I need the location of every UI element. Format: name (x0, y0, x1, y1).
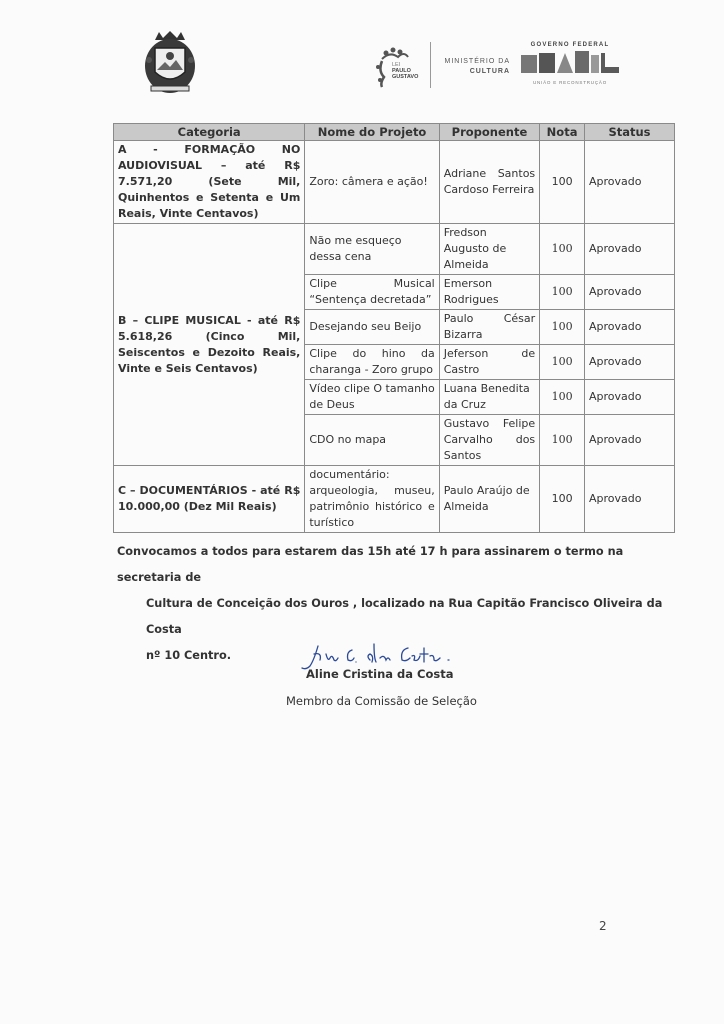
project-cell: CDO no mapa (305, 415, 439, 466)
header-nome-do-projeto: Nome do Projeto (305, 124, 439, 141)
proponent-cell: Emerson Rodrigues (439, 275, 539, 310)
score-cell: 100 (540, 310, 585, 345)
score-cell: 100 (540, 141, 585, 224)
brasil-logo-icon (521, 51, 619, 73)
table-row (114, 141, 675, 224)
header-nota: Nota (540, 124, 585, 141)
project-cell: Clipe Musical “Sentença decretada” (305, 275, 439, 310)
governo-federal-logo (520, 42, 620, 85)
project-cell: Desejando seu Beijo (305, 310, 439, 345)
status-cell: Aprovado (584, 466, 674, 533)
proponent-cell: Luana Benedita da Cruz (439, 380, 539, 415)
ministry-line1: MINISTÉRIO DA (444, 58, 510, 65)
status-cell: Aprovado (584, 310, 674, 345)
proponent-cell: Jeferson de Castro (439, 345, 539, 380)
category-cell: A - FORMAÇÃO NO AUDIOVISUAL – até R$ 7.571,20 (Sete Mil, Quinhentos e Setenta e Um Reais, Vinte Centavos) (114, 141, 305, 224)
proponent-cell: Paulo César Bizarra (439, 310, 539, 345)
project-cell: Clipe do hino da charanga - Zoro grupo (305, 345, 439, 380)
proponent-cell: Paulo Araújo de Almeida (439, 466, 539, 533)
status-cell: Aprovado (584, 224, 674, 275)
header-proponente: Proponente (439, 124, 539, 141)
project-cell: Não me esqueço dessa cena (305, 224, 439, 275)
lpg-line1: PAULO (392, 68, 411, 74)
score-cell: 100 (540, 275, 585, 310)
proponent-cell: Fredson Augusto de Almeida (439, 224, 539, 275)
page-number: 2 (599, 919, 607, 933)
score-cell: 100 (540, 466, 585, 533)
gov-top-text: GOVERNO FEDERAL (530, 42, 610, 48)
logo-divider (430, 42, 431, 88)
category-cell: B – CLIPE MUSICAL - até R$ 5.618,26 (Cinco Mil, Seiscentos e Dezoito Reais, Vinte e Seis Centavos) (114, 224, 305, 466)
lpg-logo-text (392, 62, 418, 80)
score-cell: 100 (540, 415, 585, 466)
ministry-line2: CULTURA (469, 68, 510, 75)
table-row (114, 224, 675, 275)
table-header-row (114, 124, 675, 141)
document-header (0, 0, 724, 115)
category-cell: C – DOCUMENTÁRIOS - até R$ 10.000,00 (Dez Mil Reais) (114, 466, 305, 533)
notice-line-3: nº 10 Centro. (146, 649, 232, 662)
header-categoria: Categoria (114, 124, 305, 141)
status-cell: Aprovado (584, 141, 674, 224)
project-cell: Zoro: câmera e ação! (305, 141, 439, 224)
results-table (113, 123, 675, 533)
lpg-line2: GUSTAVO (392, 74, 419, 80)
score-cell: 100 (540, 380, 585, 415)
table-row (114, 466, 675, 533)
score-cell: 100 (540, 345, 585, 380)
signer-name: Aline Cristina da Costa (306, 667, 454, 681)
status-cell: Aprovado (584, 415, 674, 466)
project-cell: Vídeo clipe O tamanho de Deus (305, 380, 439, 415)
ministry-of-culture-logo (440, 57, 510, 77)
proponent-cell: Gustavo Felipe Carvalho dos Santos (439, 415, 539, 466)
header-status: Status (584, 124, 674, 141)
lpg-lei: LEI (392, 62, 401, 68)
status-cell: Aprovado (584, 275, 674, 310)
status-cell: Aprovado (584, 380, 674, 415)
gov-bottom-text: UNIÃO E RECONSTRUÇÃO (532, 80, 607, 85)
score-cell: 100 (540, 224, 585, 275)
status-cell: Aprovado (584, 345, 674, 380)
notice-line-1: Convocamos a todos para estarem das 15h até 17 h para assinarem o termo na secretaria de (117, 545, 624, 584)
signer-role: Membro da Comissão de Seleção (286, 694, 477, 708)
proponent-cell: Adriane Santos Cardoso Ferreira (439, 141, 539, 224)
coat-of-arms-icon (141, 30, 199, 98)
project-cell: documentário: arqueologia, museu, patrimônio histórico e turístico (305, 466, 439, 533)
notice-line-2: Cultura de Conceição dos Ouros , localizado na Rua Capitão Francisco Oliveira da Costa (146, 597, 663, 636)
